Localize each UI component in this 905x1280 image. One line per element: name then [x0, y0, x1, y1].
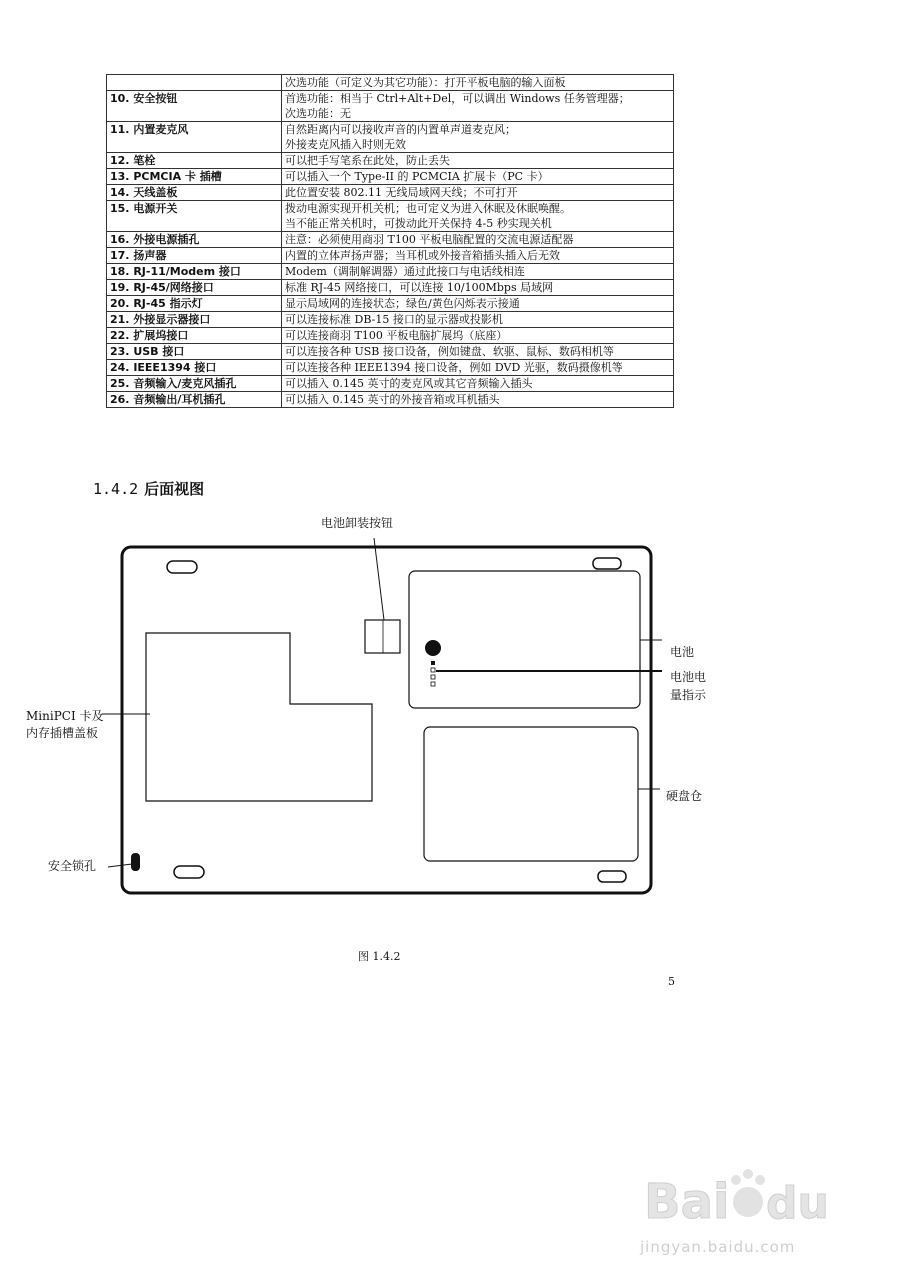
item-description: [282, 185, 674, 201]
item-name: 25. 音频输入/麦克风插孔: [107, 376, 282, 392]
lock-slot-shape: [131, 853, 140, 871]
section-title: 后面视图: [144, 480, 205, 498]
item-description: [282, 153, 674, 169]
hdd-bay-shape: [424, 727, 638, 861]
item-description: [282, 376, 674, 392]
description-line: 可以连接各种 IEEE1394 接口设备，例如 DVD 光驱，数码摄像机等: [285, 361, 623, 374]
page-number: 5: [668, 975, 675, 988]
table-row: [107, 360, 674, 376]
rear-view-diagram: [0, 500, 905, 920]
table-row: [107, 312, 674, 328]
table-row: [107, 296, 674, 312]
item-description: [282, 328, 674, 344]
foot-bottom-right: [598, 871, 626, 882]
rear-view-drawing: [0, 500, 905, 920]
item-name: 23. USB 接口: [107, 344, 282, 360]
table-row: [107, 392, 674, 408]
description-line: 可以插入 0.145 英寸的麦克风或其它音频输入插头: [285, 377, 533, 390]
table-row: [107, 169, 674, 185]
section-heading: [93, 478, 204, 499]
table-row: [107, 232, 674, 248]
label-battery-indicator-1: 电池电: [670, 670, 707, 684]
description-line: 次选功能：无: [285, 107, 351, 120]
description-line: 此位置安装 802.11 无线局域网天线；不可打开: [285, 186, 518, 199]
label-battery: 电池: [670, 645, 695, 659]
item-name: 22. 扩展坞接口: [107, 328, 282, 344]
description-line: 显示局域网的连接状态；绿色/黄色闪烁表示接通: [285, 297, 520, 310]
item-name: 16. 外接电源插孔: [107, 232, 282, 248]
battery-gauge-button: [425, 640, 441, 656]
description-line: Modem（调制解调器）通过此接口与电话线相连: [285, 265, 525, 278]
table-row: [107, 122, 674, 153]
label-battery-release: 电池卸装按钮: [321, 516, 394, 530]
table-row: [107, 201, 674, 232]
item-description: [282, 232, 674, 248]
description-line: 拨动电源实现开机关机；也可定义为进入休眠及休眠唤醒。: [285, 202, 571, 215]
table-row: [107, 75, 674, 91]
item-name: 21. 外接显示器接口: [107, 312, 282, 328]
battery-shape: [409, 571, 640, 708]
item-name: 14. 天线盖板: [107, 185, 282, 201]
foot-top-left: [167, 561, 197, 573]
description-line: 可以连接各种 USB 接口设备，例如键盘、软驱、鼠标、数码相机等: [285, 345, 614, 358]
item-description: [282, 312, 674, 328]
description-line: 可以连接商羽 T100 平板电脑扩展坞（底座）: [285, 329, 508, 342]
item-description: [282, 91, 674, 122]
foot-top-right: [593, 558, 621, 569]
description-line: 标准 RJ-45 网络接口，可以连接 10/100Mbps 局域网: [285, 281, 554, 294]
spec-table: [106, 74, 674, 408]
item-description: [282, 280, 674, 296]
item-name: 19. RJ-45/网络接口: [107, 280, 282, 296]
table-row: [107, 248, 674, 264]
svg-text:du: du: [766, 1178, 829, 1229]
table-row: [107, 153, 674, 169]
battery-release-shape: [365, 620, 400, 653]
table-row: [107, 185, 674, 201]
table-row: [107, 264, 674, 280]
watermark-url: jingyan.baidu.com: [640, 1238, 796, 1256]
item-description: [282, 344, 674, 360]
item-name: 11. 内置麦克风: [107, 122, 282, 153]
label-minipci-2: 内存插槽盖板: [26, 726, 99, 740]
table-row: [107, 344, 674, 360]
item-name: 17. 扬声器: [107, 248, 282, 264]
item-description: [282, 392, 674, 408]
description-line: 可以插入 0.145 英寸的外接音箱或耳机插头: [285, 393, 500, 406]
svg-text:Bai: Bai: [644, 1174, 730, 1230]
minipci-cover-shape: [146, 633, 372, 801]
item-description: [282, 122, 674, 153]
label-minipci-1: MiniPCI 卡及: [26, 709, 104, 723]
label-battery-indicator-2: 量指示: [670, 688, 707, 702]
item-name: 10. 安全按钮: [107, 91, 282, 122]
item-description: [282, 264, 674, 280]
table-row: [107, 376, 674, 392]
figure-caption: 图 1.4.2: [358, 950, 401, 963]
description-line: 首选功能：相当于 Ctrl+Alt+Del，可以调出 Windows 任务管理器；: [285, 92, 630, 105]
item-description: [282, 296, 674, 312]
tablet-case-outline: [122, 547, 651, 893]
label-hdd: 硬盘仓: [666, 789, 703, 803]
description-line: 次选功能（可定义为其它功能）：打开平板电脑的输入面板: [285, 76, 566, 89]
item-description: [282, 75, 674, 91]
table-row: [107, 280, 674, 296]
item-name: 15. 电源开关: [107, 201, 282, 232]
description-line: 可以插入一个 Type-II 的 PCMCIA 扩展卡（PC 卡）: [285, 170, 549, 183]
item-name: 13. PCMCIA 卡 插槽: [107, 169, 282, 185]
description-line: 注意：必须使用商羽 T100 平板电脑配置的交流电源适配器: [285, 233, 574, 246]
label-lock: 安全锁孔: [48, 859, 97, 873]
item-description: [282, 360, 674, 376]
item-description: [282, 248, 674, 264]
description-line: 外接麦克风插入时则无效: [285, 138, 406, 151]
item-name: 24. IEEE1394 接口: [107, 360, 282, 376]
spec-table-body: [107, 75, 674, 408]
item-description: [282, 201, 674, 232]
description-line: 当不能正常关机时，可拨动此开关保持 4-5 秒实现关机: [285, 217, 552, 230]
description-line: 可以连接标准 DB-15 接口的显示器或投影机: [285, 313, 503, 326]
description-line: 可以把手写笔系在此处，防止丢失: [285, 154, 450, 167]
description-line: 自然距离内可以接收声音的内置单声道麦克风；: [285, 123, 516, 136]
item-name: 20. RJ-45 指示灯: [107, 296, 282, 312]
foot-bottom-left: [174, 866, 204, 878]
item-name: 26. 音频输出/耳机插孔: [107, 392, 282, 408]
item-name: 12. 笔栓: [107, 153, 282, 169]
table-row: [107, 91, 674, 122]
section-number: 1.4.2: [93, 480, 139, 498]
table-row: [107, 328, 674, 344]
item-name: [107, 75, 282, 91]
description-line: 内置的立体声扬声器；当耳机或外接音箱插头插入后无效: [285, 249, 560, 262]
item-description: [282, 169, 674, 185]
item-name: 18. RJ-11/Modem 接口: [107, 264, 282, 280]
